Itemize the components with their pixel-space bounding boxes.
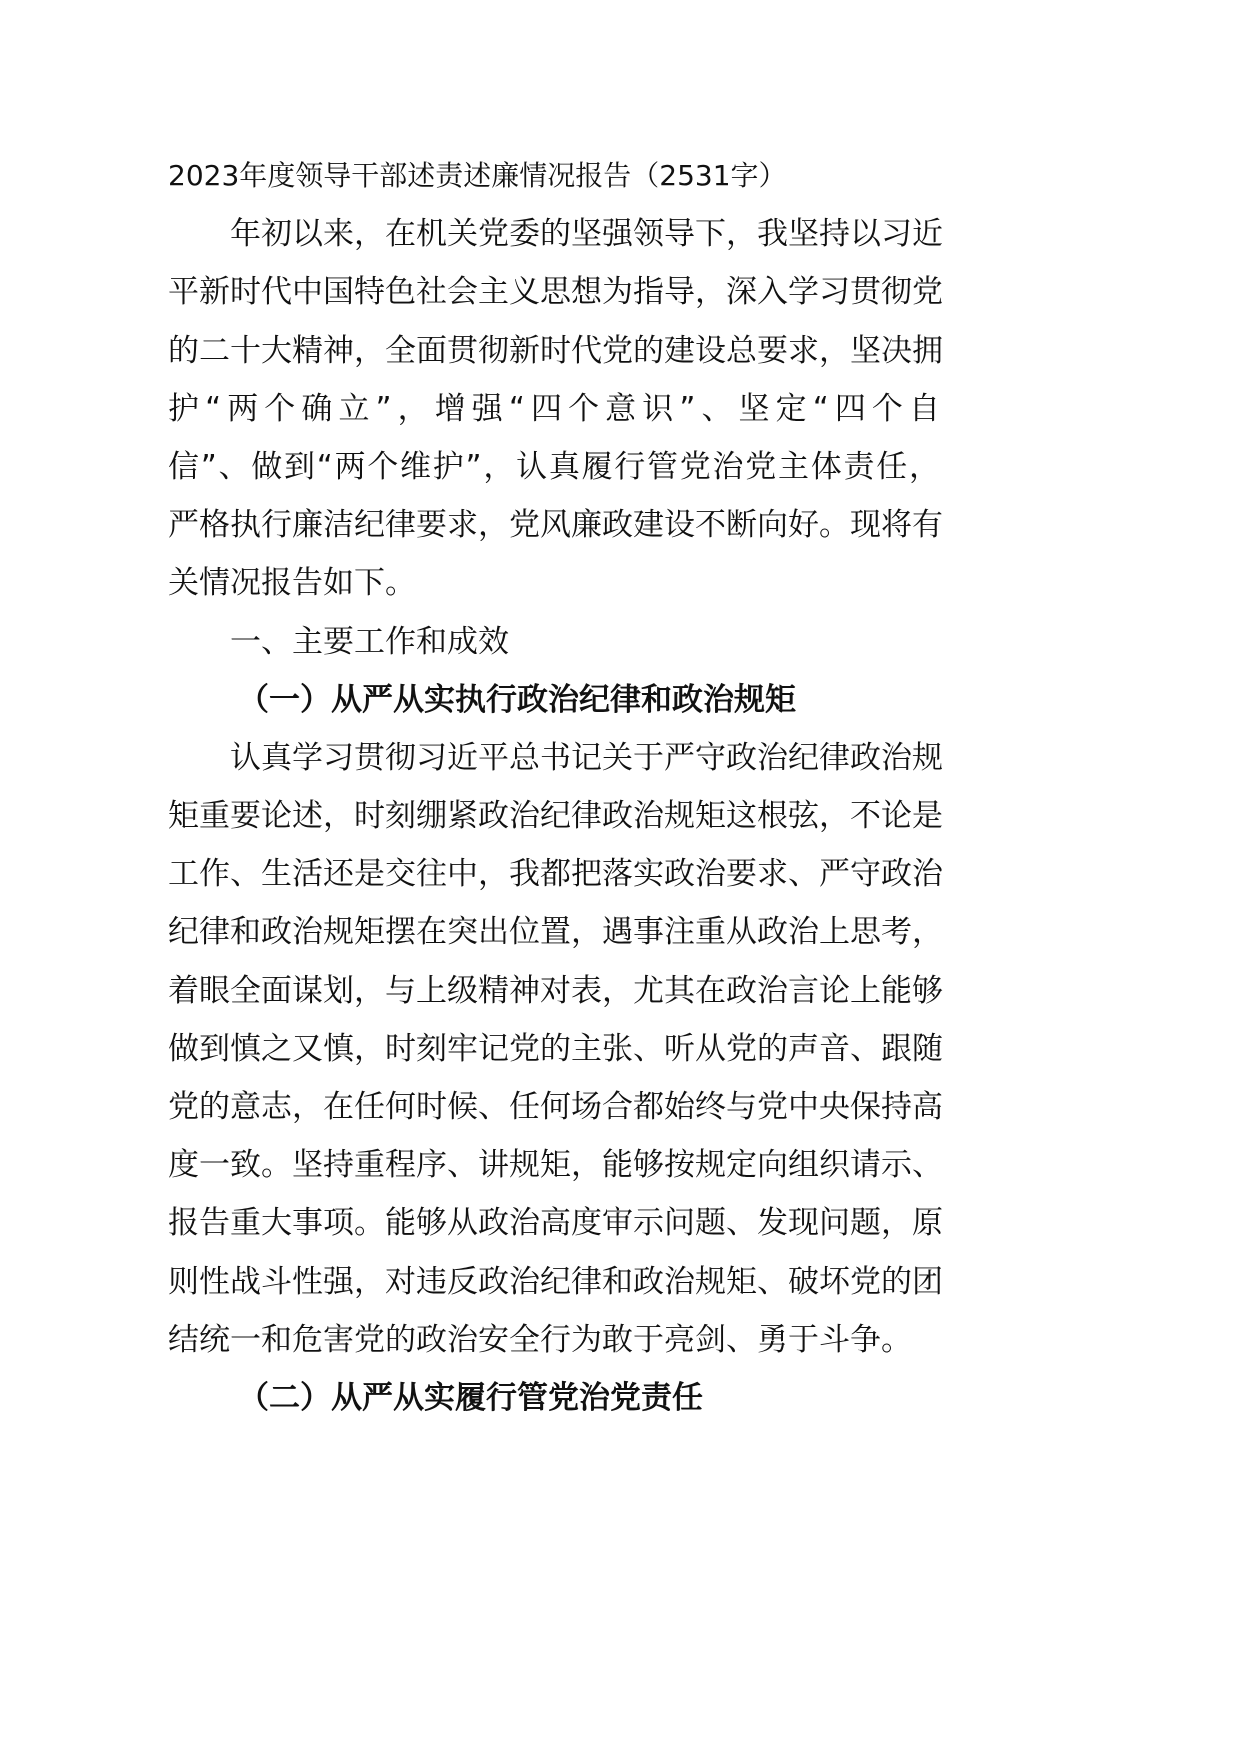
paragraph-line: 护“两个确立”，增强“四个意识”、坚定“四个自 bbox=[168, 390, 940, 427]
intro-paragraph bbox=[168, 205, 943, 612]
paragraph-line: 关情况报告如下。 bbox=[168, 565, 416, 602]
body-paragraph bbox=[168, 729, 943, 1369]
paragraph-line: 平新时代中国特色社会主义思想为指导，深入学习贯彻党 bbox=[168, 274, 943, 311]
paragraph-line: 则性战斗性强，对违反政治纪律和政治规矩、破坏党的团 bbox=[168, 1263, 943, 1300]
paragraph-line: 党的意志，在任何时候、任何场合都始终与党中央保持高 bbox=[168, 1089, 943, 1125]
document-title: 2023年度领导干部述责述廉情况报告（2531字） bbox=[168, 159, 787, 192]
paragraph-line: 度一致。坚持重程序、讲规矩，能够按规定向组织请示、 bbox=[168, 1147, 943, 1184]
paragraph-line: 工作、生活还是交往中，我都把落实政治要求、严守政治 bbox=[168, 856, 943, 893]
paragraph-line: 的二十大精神，全面贯彻新时代党的建设总要求，坚决拥 bbox=[168, 332, 943, 369]
paragraph-line: 矩重要论述，时刻绷紧政治纪律政治规矩这根弦，不论是 bbox=[168, 798, 943, 835]
paragraph-line: 做到慎之又慎，时刻牢记党的主张、听从党的声音、跟随 bbox=[168, 1030, 943, 1067]
paragraph-line: 结统一和危害党的政治安全行为敢于亮剑、勇于斗争。 bbox=[168, 1321, 912, 1358]
paragraph-line: 年初以来，在机关党委的坚强领导下，我坚持以习近 bbox=[230, 216, 943, 253]
subsection-heading: （一）从严从实执行政治纪律和政治规矩 bbox=[238, 681, 796, 718]
document-page bbox=[168, 147, 943, 1427]
section-heading: 一、主要工作和成效 bbox=[230, 623, 509, 660]
paragraph-line: 纪律和政治规矩摆在突出位置，遇事注重从政治上思考， bbox=[168, 914, 943, 951]
paragraph-line: 报告重大事项。能够从政治高度审示问题、发现问题，原 bbox=[168, 1205, 943, 1242]
paragraph-line: 信”、做到“两个维护”，认真履行管党治党主体责任， bbox=[168, 448, 940, 485]
paragraph-line: 严格执行廉洁纪律要求，党风廉政建设不断向好。现将有 bbox=[168, 507, 943, 544]
paragraph-line: 着眼全面谋划，与上级精神对表，尤其在政治言论上能够 bbox=[168, 972, 943, 1009]
subsection-heading: （二）从严从实履行管党治党责任 bbox=[238, 1379, 703, 1416]
paragraph-line: 认真学习贯彻习近平总书记关于严守政治纪律政治规 bbox=[230, 739, 943, 776]
